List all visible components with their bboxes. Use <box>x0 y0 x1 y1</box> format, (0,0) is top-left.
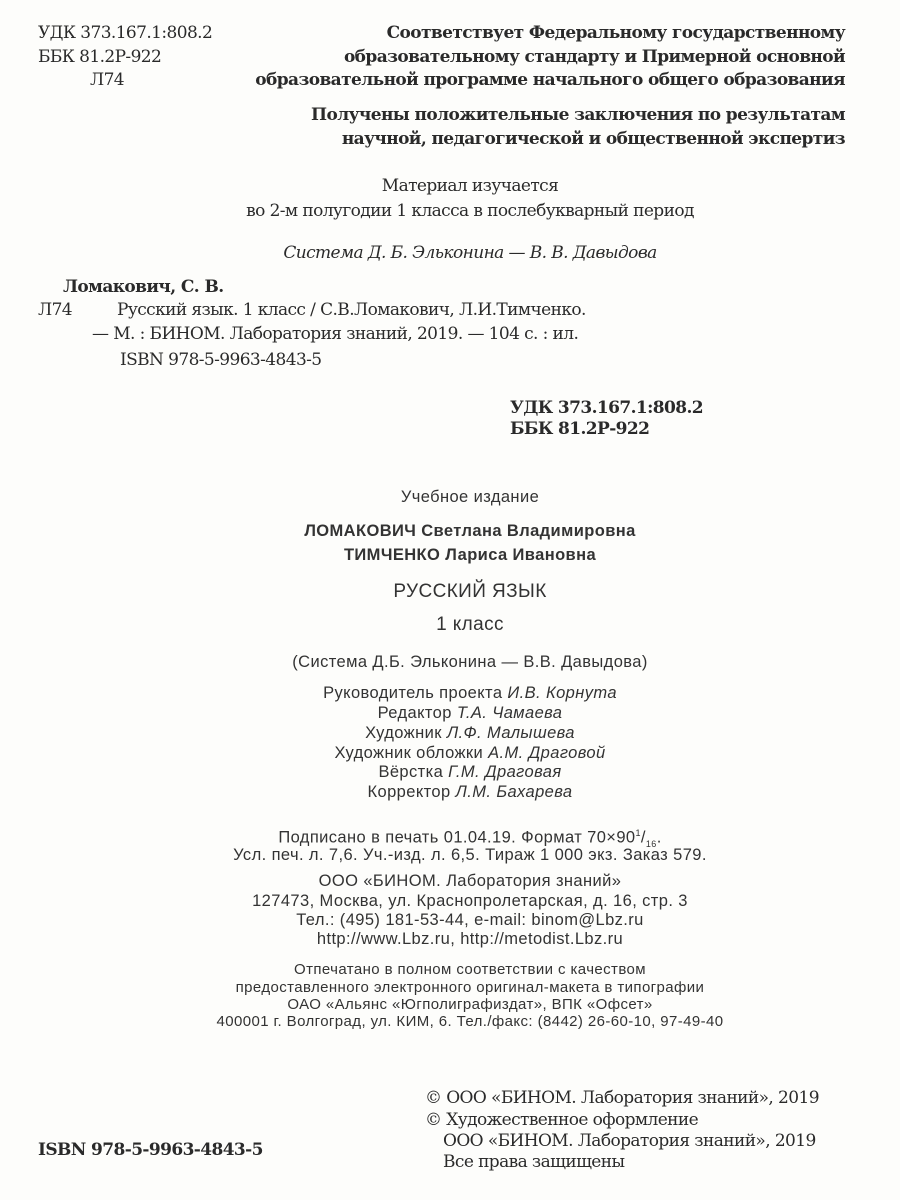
credit-role: Редактор <box>377 704 452 722</box>
edition-type: Учебное издание <box>400 488 540 506</box>
copyright-line: © Художественное оформление <box>425 1110 699 1130</box>
print-info: Усл. печ. л. 7,6. Уч.-изд. л. 6,5. Тираж 1 000 экз. Заказ 579. <box>233 846 707 864</box>
material-line: во 2-м полугодии 1 класса в послебукварный период <box>246 201 694 221</box>
printer-line: предоставленного электронного оригинал-макета в типографии <box>235 979 705 996</box>
signed-text: Подписано в печать 01.04.19. Формат 70×90 <box>278 828 636 847</box>
credit-line <box>0 682 900 704</box>
compliance-line: Соответствует Федеральному государственному <box>386 23 845 43</box>
format-numerator: 1 <box>635 828 641 838</box>
catalog-udk: УДК 373.167.1:808.2 <box>510 398 704 418</box>
signed-line: Подписано в печать 01.04.19. Формат $70\times 90^1/_{16}$. <box>278 828 662 849</box>
printer-line: Отпечатано в полном соответствии с качеством <box>294 961 646 978</box>
udk-code: УДК 373.167.1:808.2 <box>38 23 213 43</box>
publisher-line: Тел.: (495) 181-53-44, e-mail: binom@Lbz.ru <box>296 911 644 929</box>
author-2: ТИМЧЕНКО Лариса Ивановна <box>343 546 597 564</box>
copyright-line: © ООО «БИНОМ. Лаборатория знаний», 2019 <box>425 1088 819 1108</box>
catalog-line: — М. : БИНОМ. Лаборатория знаний, 2019. — 104 с. : ил. <box>92 324 579 344</box>
printer-line: ОАО «Альянс «Югполиграфиздат», ВПК «Офсет» <box>287 996 653 1013</box>
credit-name: И.В. Корнута <box>507 684 617 702</box>
compliance-line: образовательному стандарту и Примерной основной <box>343 47 845 67</box>
credit-role: Корректор <box>367 783 451 801</box>
credit-name: Т.А. Чамаева <box>456 704 563 722</box>
expertise-line: Получены положительные заключения по результатам <box>311 105 845 125</box>
credit-name: Л.М. Бахарева <box>455 783 573 801</box>
credit-line <box>0 722 900 744</box>
printer-line: 400001 г. Волгоград, ул. КИМ, 6. Тел./факс: (8442) 26-60-10, 97-49-40 <box>216 1013 724 1030</box>
credit-name: А.М. Драговой <box>488 744 606 762</box>
catalog-author: Ломакович, С. В. <box>63 277 224 297</box>
credit-role: Художник <box>365 724 442 742</box>
footer-isbn: ISBN 978-5-9963-4843-5 <box>38 1140 263 1160</box>
publisher-line: 127473, Москва, ул. Краснопролетарская, д. 16, стр. 3 <box>252 892 688 910</box>
credit-role: Художник обложки <box>334 744 484 762</box>
book-title: РУССКИЙ ЯЗЫК <box>393 581 547 602</box>
catalog-code: Л74 <box>38 300 73 320</box>
compliance-line: образовательной программе начального общего образования <box>255 70 845 90</box>
system-line: Система Д. Б. Эльконина — В. В. Давыдова <box>283 243 657 263</box>
catalog-isbn: ISBN 978-5-9963-4843-5 <box>120 350 322 370</box>
publisher-line: ООО «БИНОМ. Лаборатория знаний» <box>318 872 622 890</box>
bbk-code: ББК 81.2Р-922 <box>38 47 162 67</box>
book-grade: 1 класс <box>436 614 504 635</box>
imprint-system: (Система Д.Б. Эльконина — В.В. Давыдова) <box>292 653 648 671</box>
author-1: ЛОМАКОВИЧ Светлана Владимировна <box>304 522 636 540</box>
expertise-line: научной, педагогической и общественной экспертиз <box>341 129 845 149</box>
format-denominator: 16 <box>645 838 657 849</box>
credit-line <box>0 761 900 783</box>
credit-line <box>0 702 900 724</box>
catalog-line: Русский язык. 1 класс / С.В.Ломакович, Л.И.Тимченко. <box>117 300 586 320</box>
credit-name: Л.Ф. Малышева <box>446 724 575 742</box>
catalog-bbk: ББК 81.2Р-922 <box>510 419 650 439</box>
credit-line <box>0 781 900 803</box>
copyright-line: ООО «БИНОМ. Лаборатория знаний», 2019 <box>443 1131 816 1151</box>
credit-name: Г.М. Драговая <box>448 763 562 781</box>
copyright-line: Все права защищены <box>443 1152 625 1172</box>
author-mark: Л74 <box>90 70 125 90</box>
credit-role: Руководитель проекта <box>323 684 503 702</box>
credit-role: Вёрстка <box>378 763 444 781</box>
material-line: Материал изучается <box>381 176 559 196</box>
publisher-line: http://www.Lbz.ru, http://metodist.Lbz.ru <box>316 930 624 948</box>
